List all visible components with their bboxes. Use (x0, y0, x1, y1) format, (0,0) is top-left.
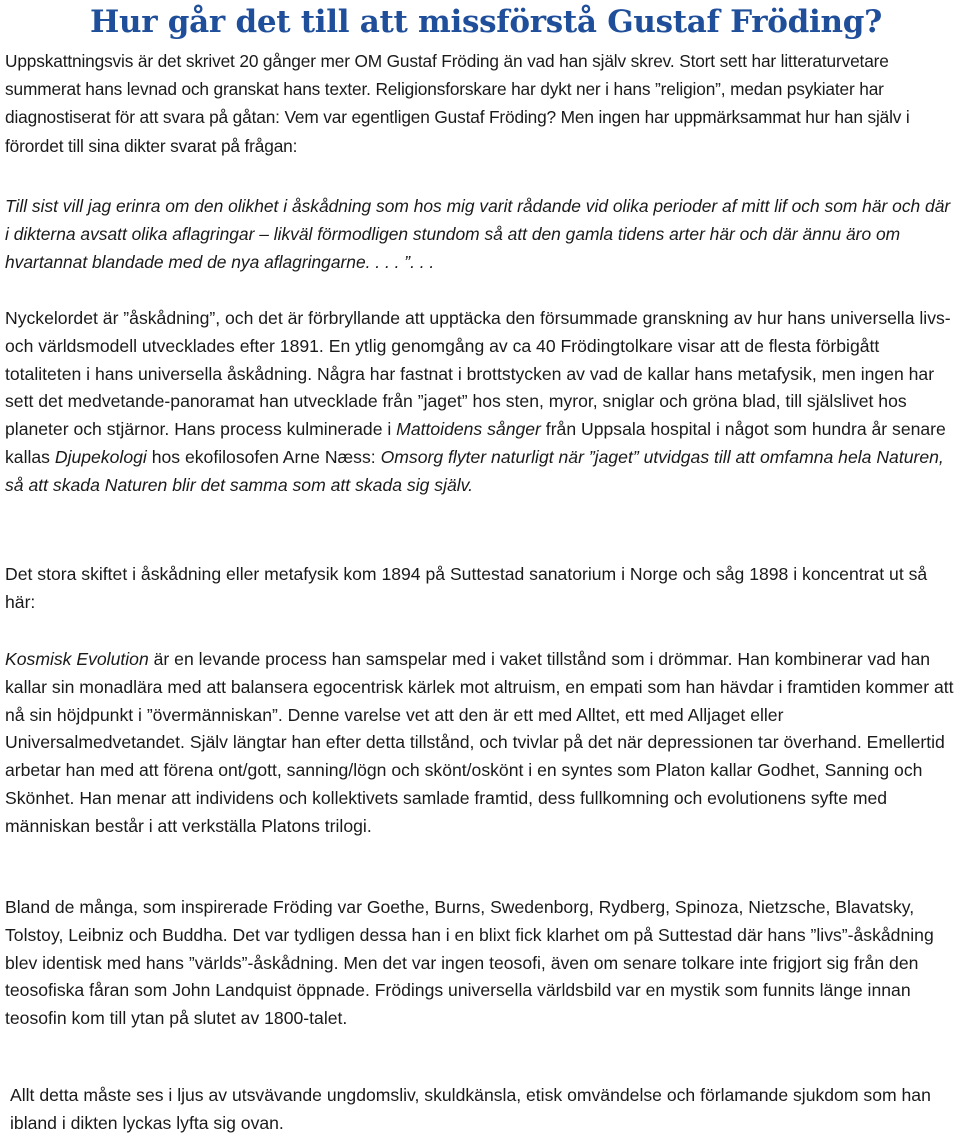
paragraph-text: från Uppsala hospital i något som hundra år senare kallas (5, 419, 946, 467)
quote-paragraph: Till sist vill jag erinra om den olikhet i åskådning som hos mig varit rådande vid olika perioder af mitt lif och som här och där i dikterna avsatt olika aflagringar – likväl förmodligen stundom så att den gamla tidens arter här och där ännu äro om hvartannat blandade med de nya aflagringarne. . . . ”. . . (5, 196, 951, 272)
page-title: Hur går det till att missförstå Gustaf Fröding? (90, 4, 882, 40)
naess-quote: Omsorg flyter naturligt när ”jaget” utvidgas till att omfamna hela Naturen, så att skada Naturen blir det samma som att skada sig själv. (5, 446, 944, 495)
paragraph-conclusion: Allt detta måste ses i ljus av utsvävande ungdomsliv, skuldkänsla, etisk omvändelse och förlamande sjukdom som han ibland i dikten lyckas lyfta sig ovan. (10, 1085, 931, 1133)
paragraph-skiftet: Det stora skiftet i åskådning eller metafysik kom 1894 på Suttestad sanatorium i Norge och såg 1898 i koncentrat ut så här: (5, 564, 928, 612)
paragraph-text: är en levande process han samspelar med i vaket tillstånd som i drömmar. Han kombinerar vad han kallar sin monadlära med att balansera egocentrisk kärlek mot altruism, en empati som han hävdar i framtiden kommer att nå sin höjdpunkt i ”övermänniskan”. Denne varelse vet att den är ett med Alltet, ett med Alljaget eller Universalmedvetandet. Själv längtar han efter detta tillstånd, och tvivlar på det när depressionen tar överhand. Emellertid arbetar han med att förena ont/gott, sanning/lögn och skönt/oskönt i en syntes som Platon kallar Godhet, Sanning och Skönhet. Han menar att individens och kollektivets samlade framtid, dess fullkomning och evolutionens syfte med människan består i att verkställa Platons trilogi. (5, 649, 954, 836)
term-djupekologi: Djupekologi (54, 446, 147, 467)
paragraph-inspiration: Bland de många, som inspirerade Fröding var Goethe, Burns, Swedenborg, Rydberg, Spinoza, Nietzsche, Blavatsky, Tolstoy, Leibniz och Buddha. Det var tydligen dessa han i en blixt fick klarhet om på Suttestad där hans ”livs”-åskådning blev identisk med hans ”världs”-åskådning. Men det var ingen teosofi, även om senare tolkare inte frigjort sig från den teosofiska fåran som John Landquist öppnade. Frödings universella världsbild var en mystik som funnits länge innan teosofin kom till ytan på slutet av 1800-talet. (5, 897, 934, 1029)
paragraph-kosmisk-evolution (5, 646, 955, 841)
paragraph-askadning (5, 305, 955, 500)
paragraph-text: Nyckelordet är ”åskådning”, och det är förbryllande att upptäcka den försummade granskning av hur hans universella livs- och världsmodell utvecklades efter 1891. En ytlig genomgång av ca 40 Frödingtolkare visar att de flesta förbigått totaliteten i hans universella åskådning. Några har fastnat i brottstycken av vad de kallar hans metafysik, men ingen har sett det medvetande-panoramat han utvecklade från ”jaget” hos sten, myror, sniglar och gröna blad, till själslivet hos planeter och stjärnor. Hans process kulminerade i (5, 308, 951, 440)
intro-paragraph: Uppskattningsvis är det skrivet 20 gånger mer OM Gustaf Fröding än vad han själv skrev. Stort sett har litteraturvetare summerat hans levnad och granskat hans texter. Religionsforskare har dykt ner i hans ”religion”, medan psykiater har diagnostiserat för att svara på gåtan: Vem var egentligen Gustaf Fröding? Men ingen har uppmärksammat hur han själv i förordet till sina dikter svarat på frågan: (5, 51, 910, 156)
term-kosmisk-evolution: Kosmisk Evolution (5, 649, 149, 669)
paragraph-text: hos ekofilosofen Arne Næss: (146, 446, 381, 467)
work-title-mattoidens-sanger: Mattoidens sånger (396, 419, 541, 440)
